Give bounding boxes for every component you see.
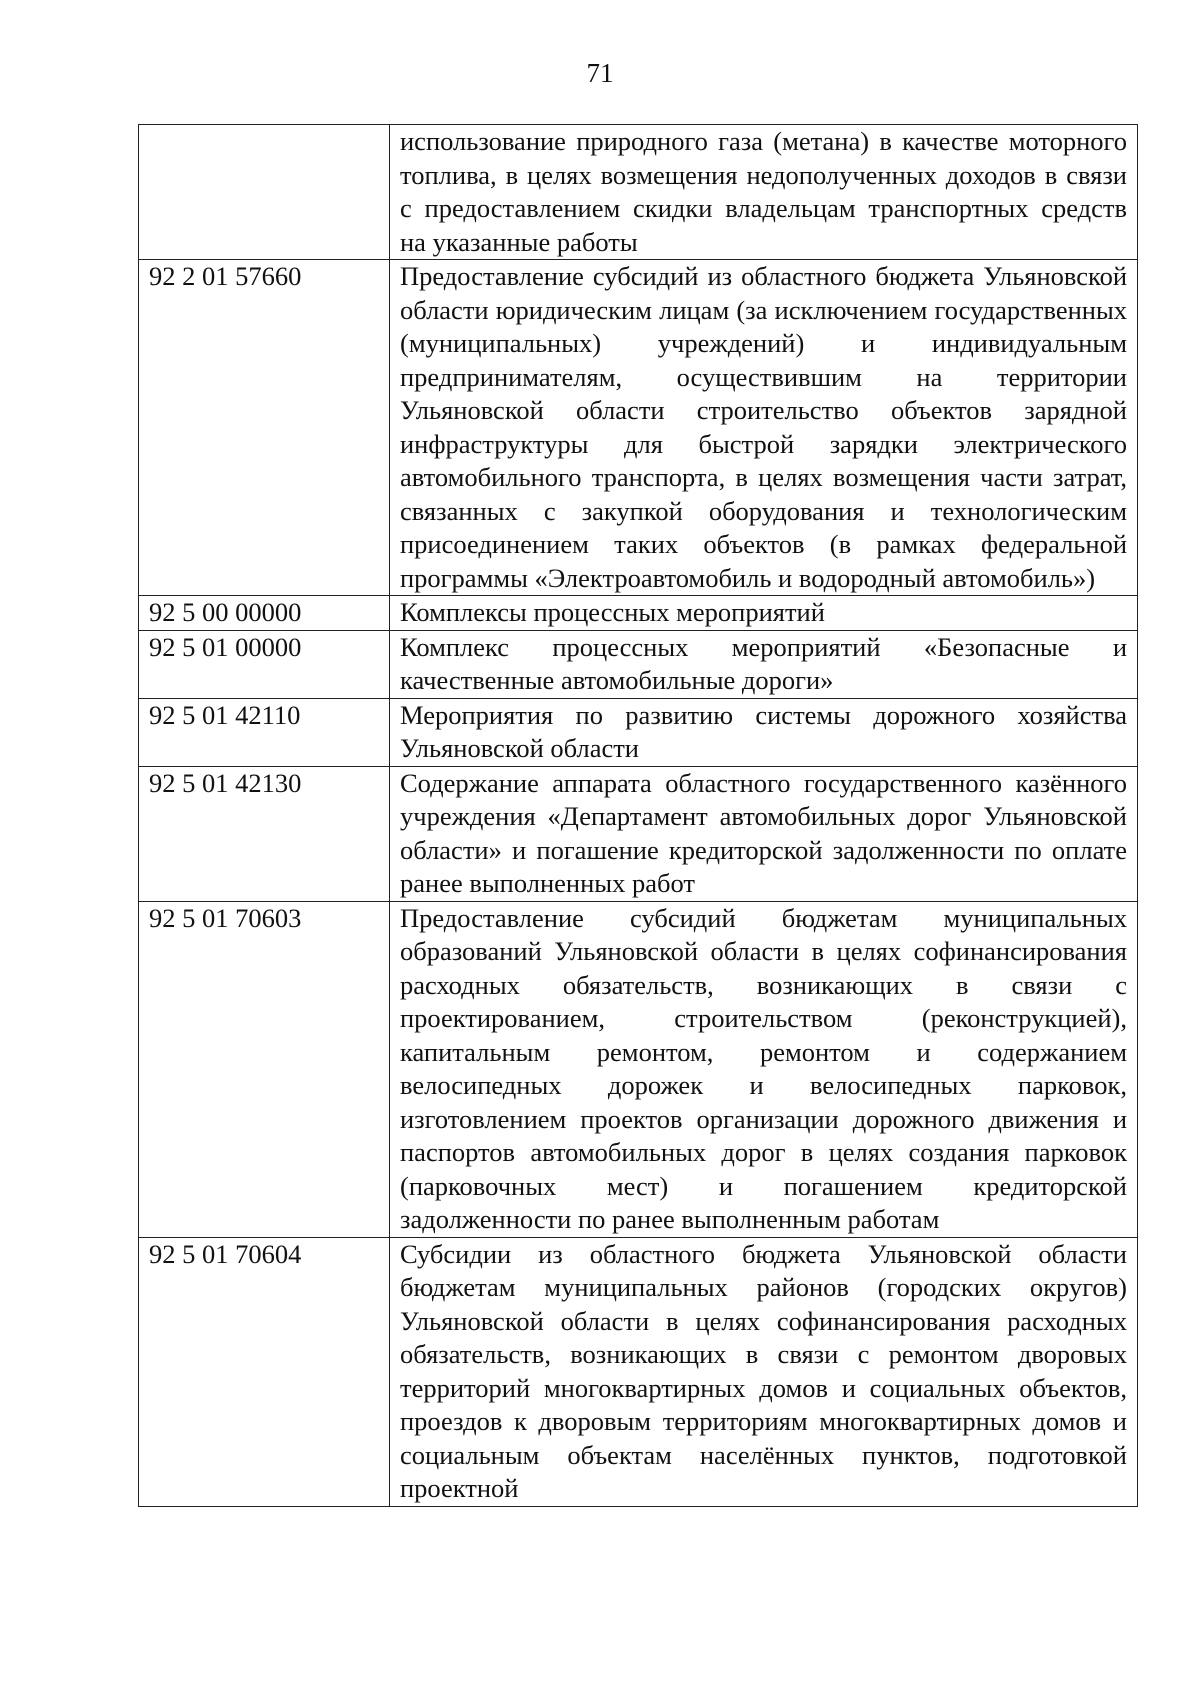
description-cell: Комплексы процессных мероприятий: [390, 596, 1138, 631]
table-row: [139, 1237, 1138, 1506]
description-cell: Субсидии из областного бюджета Ульяновской области бюджетам муниципальных районов (городских округов) Ульяновской области в целях софинансирования расходных обязательств, возникающих в связи с ремонтом дворовых территорий многоквартирных домов и социальных объектов, проездов к дворовым территориям многоквартирных домов и социальным объектам населённых пунктов, подготовкой проектной: [390, 1237, 1138, 1506]
code-cell: 92 5 01 70603: [139, 901, 390, 1237]
description-cell: Предоставление субсидий из областного бюджета Ульяновской области юридическим лицам (за исключением государственных (муниципальных) учреждений) и индивидуальным предпринимателям, осуществившим на территории Ульяновской области строительство объектов зарядной инфраструктуры для быстрой зарядки электрического автомобильного транспорта, в целях возмещения части затрат, связанных с закупкой оборудования и технологическим присоединением таких объектов (в рамках федеральной программы «Электроавтомобиль и водородный автомобиль»): [390, 260, 1138, 596]
description-cell: Предоставление субсидий бюджетам муниципальных образований Ульяновской области в целях софинансирования расходных обязательств, возникающих в связи с проектированием, строительством (реконструкцией), капитальным ремонтом, ремонтом и содержанием велосипедных дорожек и велосипедных парковок, изготовлением проектов организации дорожного движения и паспортов автомобильных дорог в целях создания парковок (парковочных мест) и погашением кредиторской задолженности по ранее выполненным работам: [390, 901, 1138, 1237]
table-row: [139, 630, 1138, 698]
table-row: [139, 125, 1138, 260]
table-row: [139, 596, 1138, 631]
code-cell: 92 5 01 00000: [139, 630, 390, 698]
description-cell: Комплекс процессных мероприятий «Безопасные и качественные автомобильные дороги»: [390, 630, 1138, 698]
description-cell: Содержание аппарата областного государственного казённого учреждения «Департамент автомобильных дорог Ульяновской области» и погашение кредиторской задолженности по оплате ранее выполненных работ: [390, 766, 1138, 901]
table-row: [139, 698, 1138, 766]
description-cell: использование природного газа (метана) в качестве моторного топлива, в целях возмещения недополученных доходов в связи с предоставлением скидки владельцам транспортных средств на указанные работы: [390, 125, 1138, 260]
code-cell: 92 5 01 42130: [139, 766, 390, 901]
code-cell: 92 5 01 42110: [139, 698, 390, 766]
description-cell: Мероприятия по развитию системы дорожного хозяйства Ульяновской области: [390, 698, 1138, 766]
budget-classification-table: [138, 124, 1138, 1507]
page-number: 71: [586, 58, 614, 88]
table-row: [139, 260, 1138, 596]
code-cell: 92 5 01 70604: [139, 1237, 390, 1506]
table-row: [139, 766, 1138, 901]
code-cell: 92 2 01 57660: [139, 260, 390, 596]
table-row: [139, 901, 1138, 1237]
code-cell: [139, 125, 390, 260]
code-cell: 92 5 00 00000: [139, 596, 390, 631]
